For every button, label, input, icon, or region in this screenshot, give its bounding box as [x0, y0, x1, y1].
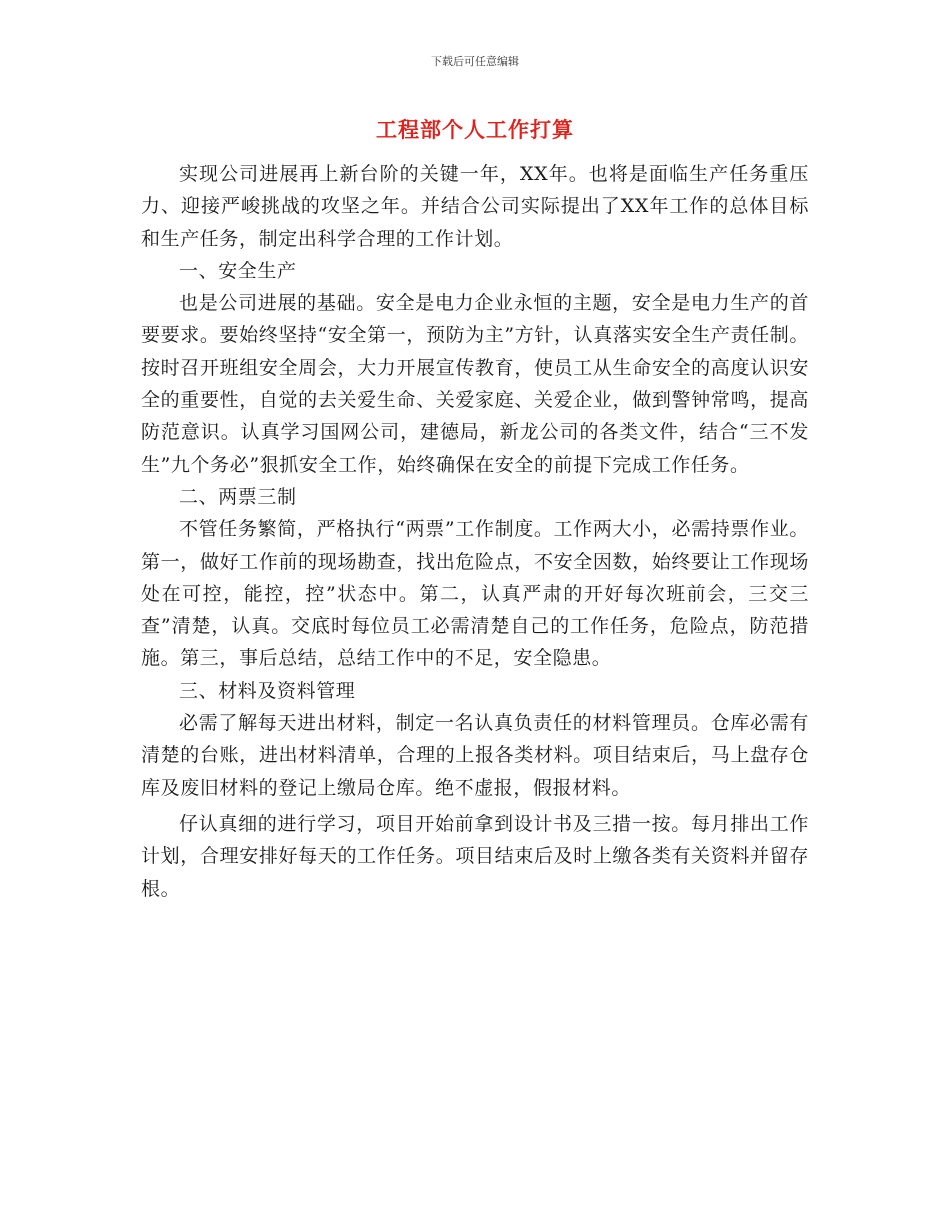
section-paragraph-materials-1: 必需了解每天进出材料，制定一名认真负责任的材料管理员。仓库必需有清楚的台账，进出材料清单，合理的上报各类材料。项目结束后，马上盘存仓库及废旧材料的登记上缴局仓库。绝不虚报，假报材料。 [141, 712, 809, 799]
document-body [141, 158, 809, 905]
section-paragraph-safety: 也是公司进展的基础。安全是电力企业永恒的主题，安全是电力生产的首要要求。要始终坚持“安全第一，预防为主”方针，认真落实安全生产责任制。按时召开班组安全周会，大力开展宣传教育，使员工从生命安全的高度认识安全的重要性，自觉的去关爱生命、关爱家庭、关爱企业，做到警钟常鸣，提高防范意识。认真学习国网公司，建德局，新龙公司的各类文件，结合“三不发生”九个务必”狠抓安全工作，始终确保在安全的前提下完成工作任务。 [141, 292, 809, 476]
section-paragraph-materials-2: 仔认真细的进行学习，项目开始前拿到设计书及三措一按。每月排出工作计划，合理安排好每天的工作任务。项目结束后及时上缴各类有关资料并留存根。 [141, 812, 809, 900]
intro-paragraph: 实现公司进展再上新台阶的关键一年，XX年。也将是面临生产任务重压力、迎接严峻挑战的攻坚之年。并结合公司实际提出了XX年工作的总体目标和生产任务，制定出科学合理的工作计划。 [141, 163, 809, 250]
header-note: 下载后可任意编辑 [431, 55, 519, 68]
document-title: 工程部个人工作打算 [376, 118, 574, 142]
section-heading-safety: 一、安全生产 [179, 259, 297, 282]
section-paragraph-two-tickets: 不管任务繁简，严格执行“两票”工作制度。工作两大小，必需持票作业。第一，做好工作前的现场勘查，找出危险点，不安全因数，始终要让工作现场处在可控，能控，控”状态中。第二，认真严肃的开好每次班前会，三交三查”清楚，认真。交底时每位员工必需清楚自己的工作任务，危险点，防范措施。第三，事后总结，总结工作中的不足，安全隐患。 [141, 518, 809, 670]
section-heading-materials: 三、材料及资料管理 [179, 679, 356, 702]
section-heading-two-tickets: 二、两票三制 [179, 485, 297, 508]
